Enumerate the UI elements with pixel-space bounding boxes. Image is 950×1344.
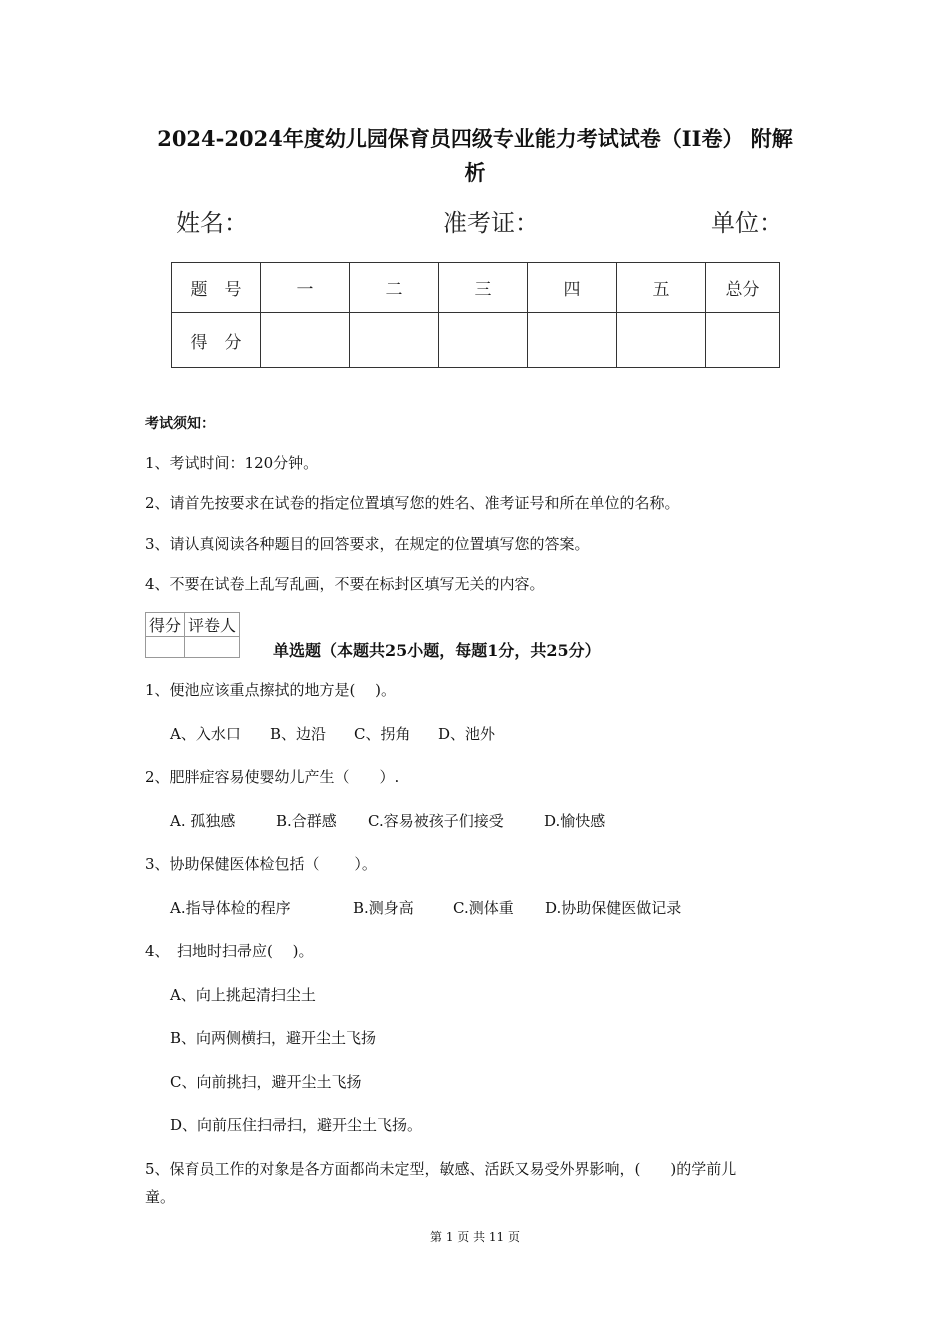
question-2-options [170,810,605,832]
score-cell-3[interactable] [439,313,528,368]
q4-option-b[interactable]: B、向两侧横扫，避开尘土飞扬 [170,1029,377,1047]
q1-option-b[interactable]: B、边沿 [270,725,327,743]
question-3-options [170,897,681,919]
q2-option-d[interactable]: D.愉快感 [544,812,606,830]
score-table-header-row [172,263,780,313]
score-cell-1[interactable] [261,313,350,368]
question-5: 5、保育员工作的对象是各方面都尚未定型，敏感、活跃又易受外界影响，( )的学前儿 [145,1160,737,1178]
q3-option-c[interactable]: C.测体重 [453,899,514,917]
notice-item-1: 1、考试时间：120分钟。 [145,454,319,472]
header-cell-3: 三 [439,263,528,313]
section-title: 单选题（本题共25小题，每题1分，共25分） [273,641,601,660]
q3-option-a[interactable]: A.指导体检的程序 [170,899,291,917]
score-table-score-row [172,313,780,368]
q3-option-d[interactable]: D.协助保健医做记录 [545,899,682,917]
question-5-continued: 童。 [145,1188,176,1206]
notice-item-3: 3、请认真阅读各种题目的回答要求，在规定的位置填写您的答案。 [145,535,590,553]
q1-option-c[interactable]: C、拐角 [354,725,411,743]
exam-id-field-label: 准考证： [443,209,539,237]
q1-option-d[interactable]: D、池外 [438,725,496,743]
question-2: 2、肥胖症容易使婴幼儿产生（ ）. [145,768,400,786]
header-cell-4: 四 [528,263,617,313]
header-cell-2: 二 [350,263,439,313]
name-field-label: 姓名： [176,209,248,237]
score-table [171,262,780,368]
score-cell-5[interactable] [617,313,706,368]
page-footer: 第 1 页 共 11 页 [430,1230,520,1244]
question-1-options [170,723,495,745]
notice-item-2: 2、请首先按要求在试卷的指定位置填写您的姓名、准考证号和所在单位的名称。 [145,494,680,512]
header-cell-5: 五 [617,263,706,313]
grader-reviewer-label: 评卷人 [185,613,240,637]
score-cell-total[interactable] [706,313,780,368]
score-cell-4[interactable] [528,313,617,368]
score-cell-2[interactable] [350,313,439,368]
header-cell-label: 题 号 [172,263,261,313]
grader-box [145,612,240,658]
q2-option-a[interactable]: A. 孤独感 [170,812,236,830]
notice-heading: 考试须知： [145,416,215,432]
header-cell-total: 总分 [706,263,780,313]
q4-option-a[interactable]: A、向上挑起清扫尘土 [170,986,316,1004]
q1-option-a[interactable]: A、入水口 [170,725,241,743]
q2-option-b[interactable]: B.合群感 [276,812,337,830]
document-title [130,122,820,190]
q2-option-c[interactable]: C.容易被孩子们接受 [368,812,504,830]
question-4: 4、 扫地时扫帚应( )。 [145,942,314,960]
grader-reviewer-cell[interactable] [185,637,240,658]
q3-option-b[interactable]: B.测身高 [353,899,414,917]
title-line-2: 析 [464,160,486,185]
unit-field-label: 单位： [711,209,783,237]
grader-score-cell[interactable] [146,637,185,658]
grader-score-label: 得分 [146,613,185,637]
score-row-label: 得 分 [172,313,261,368]
q4-option-c[interactable]: C、向前挑扫，避开尘土飞扬 [170,1073,362,1091]
question-3: 3、协助保健医体检包括（ ）。 [145,855,377,873]
header-cell-1: 一 [261,263,350,313]
question-1: 1、便池应该重点擦拭的地方是( )。 [145,681,397,699]
q4-option-d[interactable]: D、向前压住扫帚扫，避开尘土飞扬。 [170,1116,423,1134]
title-line-1: 2024-2024年度幼儿园保育员四级专业能力考试试卷（II卷） 附解 [157,126,793,151]
notice-item-4: 4、不要在试卷上乱写乱画，不要在标封区填写无关的内容。 [145,575,545,593]
